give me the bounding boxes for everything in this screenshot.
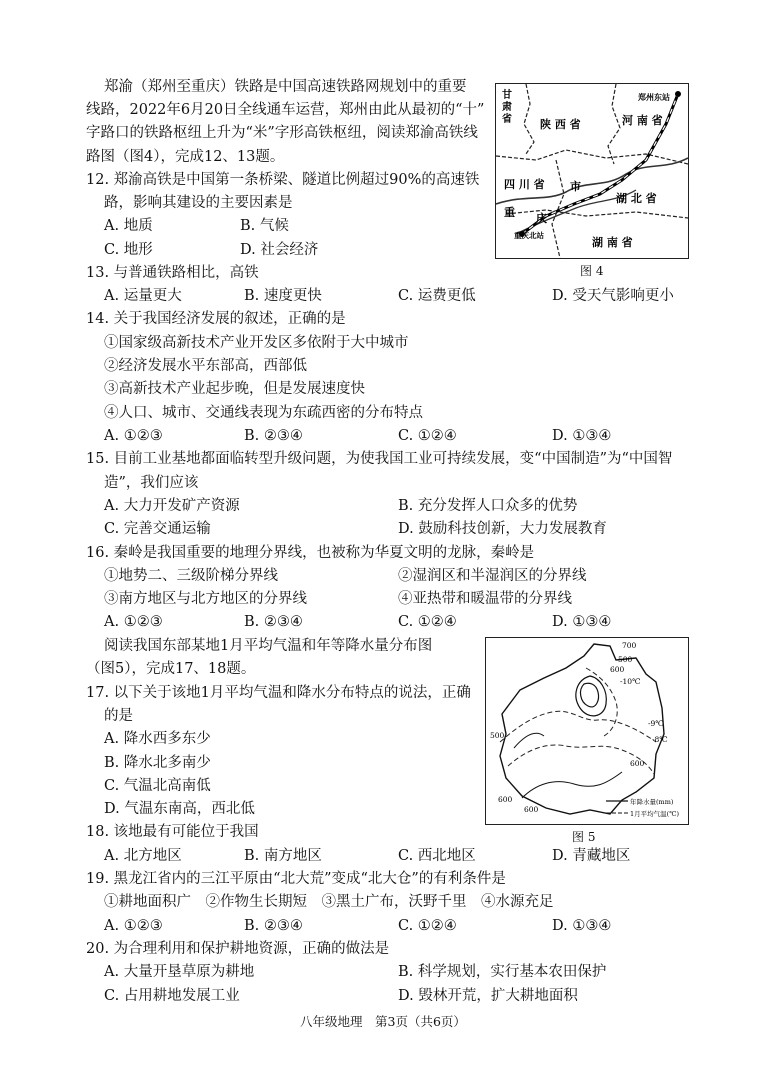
label-p700: 700 xyxy=(622,641,637,650)
label-chong: 重 xyxy=(504,206,515,219)
intro1-line4: 路图（图4），完成12、13题。 xyxy=(86,149,285,165)
q17-stem-1: 17. 以下关于该地1月平均气温和降水分布特点的说法，正确 xyxy=(86,685,471,701)
label-p600-north: 600 xyxy=(610,665,625,674)
q16-stem: 16. 秦岭是我国重要的地理分界线，也被称为华夏文明的龙脉，秦岭是 xyxy=(86,545,535,561)
q15-option-a[interactable]: A. 大力开发矿产资源 xyxy=(104,498,240,514)
q16-option-d[interactable]: D. ①③④ xyxy=(552,614,612,630)
q19-option-a[interactable]: A. ①②③ xyxy=(104,918,163,934)
q14-item-3: ③高新技术产业起步晚，但是发展速度快 xyxy=(104,381,365,397)
legend-january-temp: 1月平均气温(℃) xyxy=(630,810,679,818)
label-gansu-2: 肃 xyxy=(502,102,512,113)
q16-option-b[interactable]: B. ②③④ xyxy=(244,614,303,630)
label-chongqing-north: 重庆北站 xyxy=(514,231,544,240)
intro1-line2: 线路，2022年6月20日全线通车运营，郑州由此从最初的“十” xyxy=(86,102,485,118)
q18-option-b[interactable]: B. 南方地区 xyxy=(244,848,322,864)
intro2-line1: 阅读我国东部某地1月平均气温和年等降水量分布图 xyxy=(104,638,433,654)
q15-option-d[interactable]: D. 鼓励科技创新，大力发展教育 xyxy=(398,521,607,537)
fig5-caption: 图 5 xyxy=(572,830,596,844)
label-gansu-3: 省 xyxy=(502,114,512,125)
intro1-line3: 字路口的铁路枢纽上升为“米”字形高铁枢纽，阅读郑渝高铁线 xyxy=(86,125,478,141)
q14-item-2: ②经济发展水平东部高，西部低 xyxy=(104,358,307,374)
q14-option-b[interactable]: B. ②③④ xyxy=(244,428,303,444)
q17-option-a[interactable]: A. 降水西多东少 xyxy=(104,731,211,747)
q16-item-3: ③南方地区与北方地区的分界线 xyxy=(104,591,307,607)
q16-option-a[interactable]: A. ①②③ xyxy=(104,614,163,630)
label-zhengzhou-east: 郑州东站 xyxy=(638,93,670,102)
label-qing: 庆 xyxy=(536,212,547,225)
q14-item-4: ④人口、城市、交通线表现为东疏西密的分布特点 xyxy=(104,405,423,421)
climate-map-drawing xyxy=(486,638,688,824)
railway-map-drawing xyxy=(496,84,688,258)
q12-option-a[interactable]: A. 地质 xyxy=(104,218,153,234)
intro2-line2: （图5），完成17、18题。 xyxy=(86,661,256,677)
q19-option-c[interactable]: C. ①②④ xyxy=(398,918,457,934)
legend-precipitation: 年降水量(mm) xyxy=(630,798,674,806)
q12-option-d[interactable]: D. 社会经济 xyxy=(240,242,319,258)
label-henan: 河 南 省 xyxy=(622,114,663,127)
q15-stem-1: 15. 目前工业基地都面临转型升级问题，为使我国工业可持续发展，变“中国制造”为“中国智 xyxy=(86,451,673,467)
q15-option-c[interactable]: C. 完善交通运输 xyxy=(104,521,211,537)
q19-items: ①耕地面积广 ②作物生长期短 ③黑土广布，沃野千里 ④水源充足 xyxy=(104,894,554,910)
q14-stem: 14. 关于我国经济发展的叙述，正确的是 xyxy=(86,311,346,327)
q18-stem: 18. 该地最有可能位于我国 xyxy=(86,824,259,840)
climate-distribution-map xyxy=(485,637,689,825)
q19-stem: 19. 黑龙江省内的三江平原由“北大荒”变成“北大仓”的有利条件是 xyxy=(86,871,506,887)
label-shi: 市 xyxy=(570,180,581,193)
q19-option-b[interactable]: B. ②③④ xyxy=(244,918,303,934)
q17-option-d[interactable]: D. 气温东南高，西北低 xyxy=(104,801,255,817)
q13-option-c[interactable]: C. 运费更低 xyxy=(398,288,476,304)
label-shaanxi: 陕 西 省 xyxy=(540,118,581,131)
q20-option-d[interactable]: D. 毁林开荒，扩大耕地面积 xyxy=(398,988,578,1004)
q20-option-a[interactable]: A. 大量开垦草原为耕地 xyxy=(104,964,255,980)
q14-option-c[interactable]: C. ①②④ xyxy=(398,428,457,444)
label-sichuan: 四 川 省 xyxy=(504,178,545,191)
label-p500-northeast: 500 xyxy=(618,655,633,664)
label-p600-southwest: 600 xyxy=(498,795,513,804)
fig4-caption: 图 4 xyxy=(580,264,604,278)
q16-item-1: ①地势二、三级阶梯分界线 xyxy=(104,568,278,584)
label-temp-minus9: -9℃ xyxy=(648,719,664,728)
label-p600-east: 600 xyxy=(630,759,645,768)
q18-option-a[interactable]: A. 北方地区 xyxy=(104,848,182,864)
q20-stem: 20. 为合理利用和保护耕地资源，正确的做法是 xyxy=(86,941,390,957)
label-gansu-1: 甘 xyxy=(502,90,512,101)
label-hubei: 湖 北 省 xyxy=(616,192,657,205)
label-temp-minus10: -10℃ xyxy=(620,677,641,686)
q15-stem-2: 造”，我们应该 xyxy=(104,475,199,491)
q16-option-c[interactable]: C. ①②④ xyxy=(398,614,457,630)
q12-option-c[interactable]: C. 地形 xyxy=(104,242,153,258)
q13-option-b[interactable]: B. 速度更快 xyxy=(244,288,322,304)
q20-option-b[interactable]: B. 科学规划，实行基本农田保护 xyxy=(398,964,607,980)
q20-option-c[interactable]: C. 占用耕地发展工业 xyxy=(104,988,240,1004)
q13-option-a[interactable]: A. 运量更大 xyxy=(104,288,182,304)
q15-option-b[interactable]: B. 充分发挥人口众多的优势 xyxy=(398,498,578,514)
label-p500-west: 500 xyxy=(490,731,505,740)
q14-option-d[interactable]: D. ①③④ xyxy=(552,428,612,444)
q14-option-a[interactable]: A. ①②③ xyxy=(104,428,163,444)
q12-option-b[interactable]: B. 气候 xyxy=(240,218,289,234)
q17-stem-2: 的是 xyxy=(104,708,133,724)
label-p600-south: 600 xyxy=(524,805,539,814)
page-footer: 八年级地理 第3页（共6页） xyxy=(300,1014,466,1029)
q16-item-4: ④亚热带和暖温带的分界线 xyxy=(398,591,572,607)
label-temp-minus8: -8℃ xyxy=(652,735,668,744)
intro1-line1: 郑渝（郑州至重庆）铁路是中国高速铁路网规划中的重要 xyxy=(104,79,467,95)
q12-stem-1: 12. 郑渝高铁是中国第一条桥梁、隧道比例超过90%的高速铁 xyxy=(86,172,480,188)
q14-item-1: ①国家级高新技术产业开发区多依附于大中城市 xyxy=(104,335,409,351)
q17-option-b[interactable]: B. 降水北多南少 xyxy=(104,755,211,771)
zhengyu-railway-map xyxy=(495,83,689,259)
q17-option-c[interactable]: C. 气温北高南低 xyxy=(104,778,211,794)
q16-item-2: ②湿润区和半湿润区的分界线 xyxy=(398,568,587,584)
q18-option-c[interactable]: C. 西北地区 xyxy=(398,848,476,864)
q18-option-d[interactable]: D. 青藏地区 xyxy=(552,848,631,864)
q13-option-d[interactable]: D. 受天气影响更小 xyxy=(552,288,674,304)
q13-stem: 13. 与普通铁路相比，高铁 xyxy=(86,265,259,281)
q19-option-d[interactable]: D. ①③④ xyxy=(552,918,612,934)
q12-stem-2: 路，影响其建设的主要因素是 xyxy=(104,195,293,211)
label-hunan: 湖 南 省 xyxy=(592,236,633,249)
